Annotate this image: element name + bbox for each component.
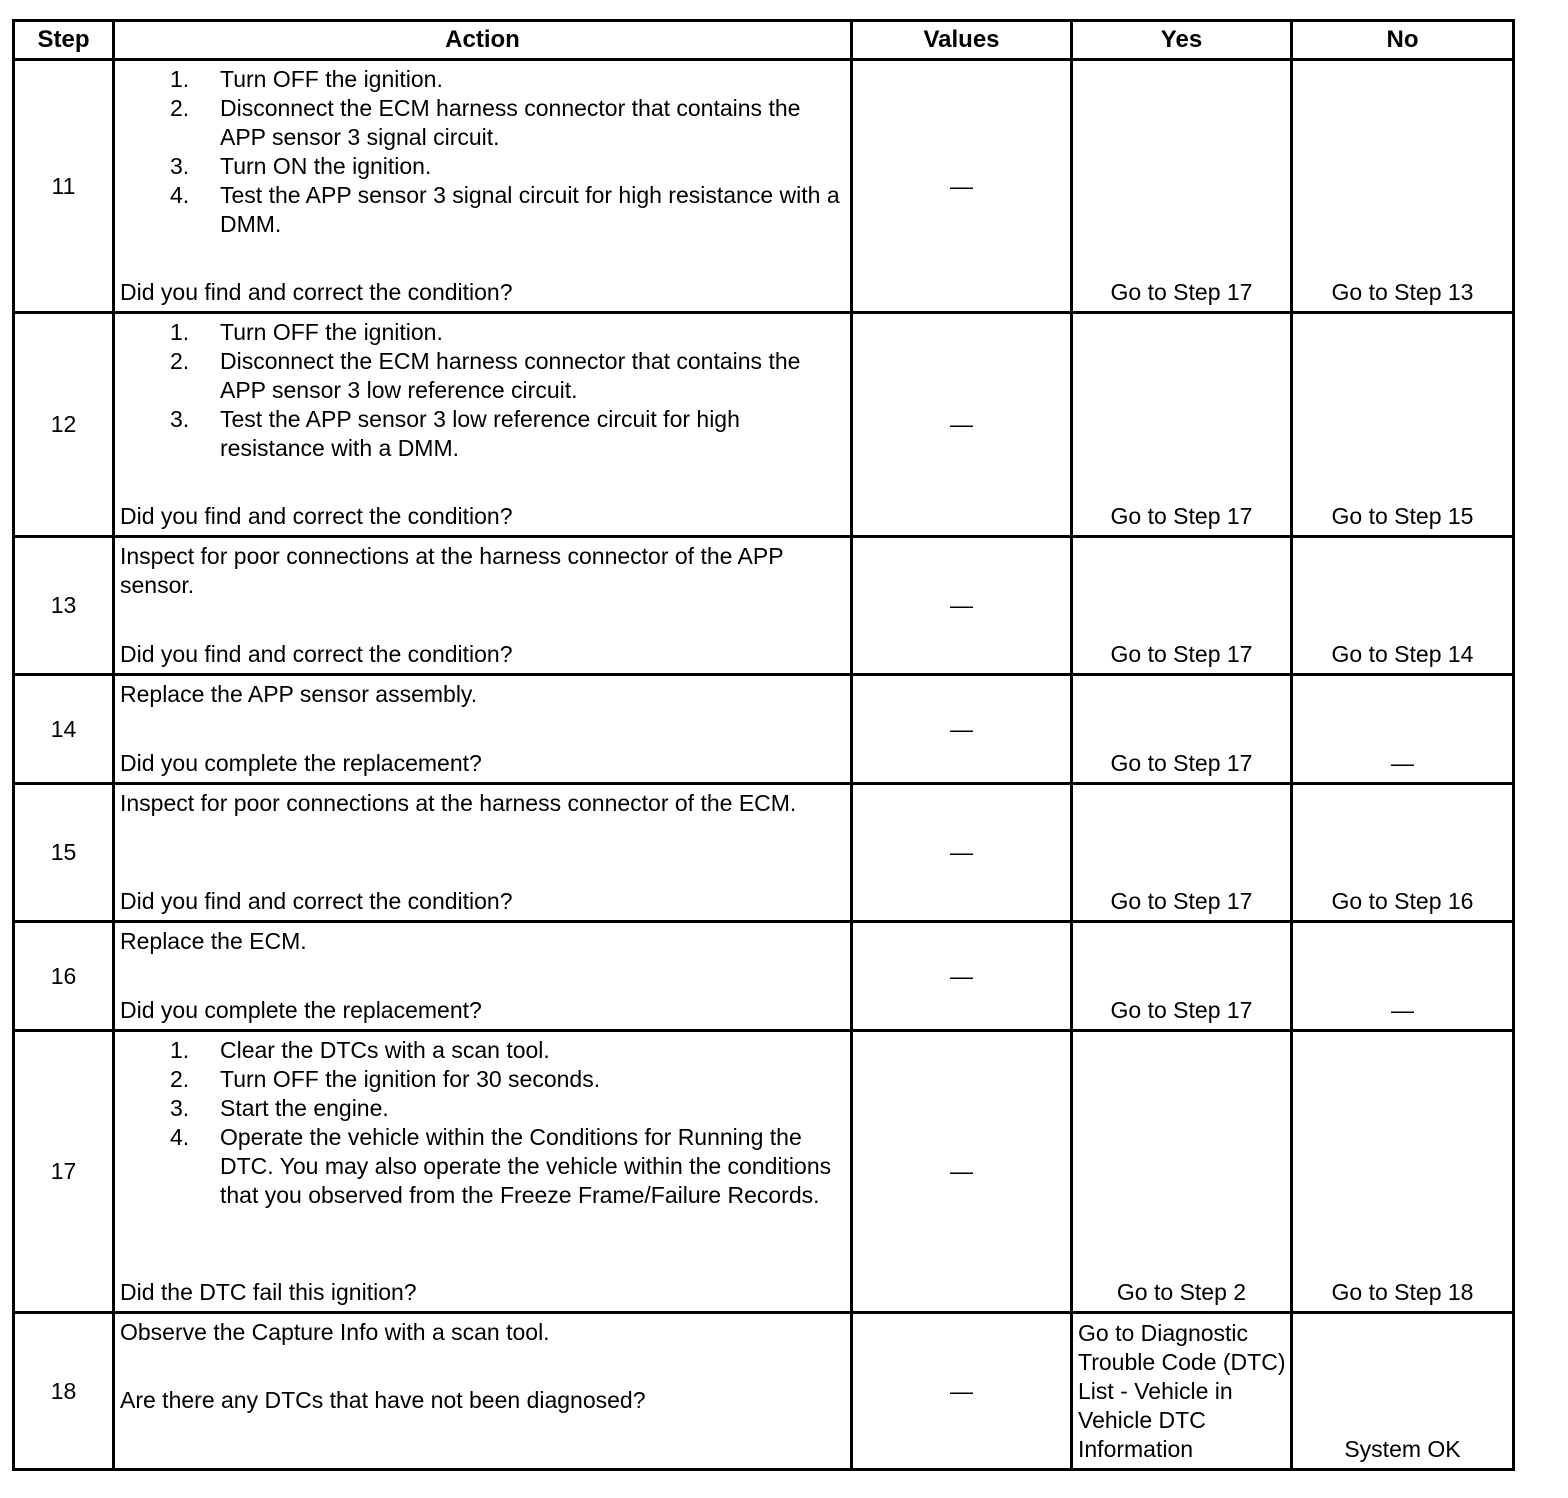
yes-cell: Go to Step 2 — [1072, 1031, 1292, 1313]
list-item: 1. Turn OFF the ignition. — [170, 66, 443, 92]
yes-cell: Go to Step 17 — [1072, 675, 1292, 784]
header-row — [14, 21, 1514, 60]
action-question: Did you complete the replacement? — [120, 997, 482, 1023]
list-item: 3. Test the APP sensor 3 low reference circuit for high resistance with a DMM. — [170, 406, 740, 461]
table-row — [14, 313, 1514, 537]
table-row — [14, 60, 1514, 313]
action-cell — [114, 313, 852, 537]
header-step: Step — [14, 21, 114, 60]
table-row — [14, 1031, 1514, 1313]
values-cell: — — [852, 1031, 1072, 1313]
yes-cell: Go to Diagnostic Trouble Code (DTC) List - Vehicle in Vehicle DTC Information — [1072, 1313, 1292, 1470]
values-cell: — — [852, 60, 1072, 313]
step-number: 18 — [14, 1313, 114, 1470]
table-row — [14, 675, 1514, 784]
step-number: 17 — [14, 1031, 114, 1313]
action-question: Did you find and correct the condition? — [120, 503, 513, 529]
table-row — [14, 1313, 1514, 1470]
no-cell: Go to Step 13 — [1292, 60, 1514, 313]
action-cell — [114, 60, 852, 313]
header-values: Values — [852, 21, 1072, 60]
step-number: 12 — [14, 313, 114, 537]
action-cell — [114, 922, 852, 1031]
no-cell: Go to Step 16 — [1292, 784, 1514, 922]
no-cell: System OK — [1292, 1313, 1514, 1470]
header-no: No — [1292, 21, 1514, 60]
list-item: 2. Disconnect the ECM harness connector that contains the APP sensor 3 signal circuit. — [170, 95, 801, 150]
action-text: Inspect for poor connections at the harness connector of the APP sensor. — [120, 543, 784, 598]
header-yes: Yes — [1072, 21, 1292, 60]
step-number: 11 — [14, 60, 114, 313]
action-steps — [120, 318, 844, 463]
list-item: 2. Turn OFF the ignition for 30 seconds. — [170, 1066, 601, 1092]
yes-cell: Go to Step 17 — [1072, 922, 1292, 1031]
step-number: 13 — [14, 537, 114, 675]
list-item: 1. Clear the DTCs with a scan tool. — [170, 1037, 550, 1063]
diagnostic-table — [12, 19, 1515, 1471]
list-item: 4. Operate the vehicle within the Conditions for Running the DTC. You may also operate the vehicle within the conditions that you observed from the Freeze Frame/Failure Records. — [170, 1124, 832, 1208]
action-cell — [114, 784, 852, 922]
yes-cell: Go to Step 17 — [1072, 784, 1292, 922]
list-item: 3. Turn ON the ignition. — [170, 153, 432, 179]
action-question: Are there any DTCs that have not been diagnosed? — [120, 1387, 646, 1413]
yes-cell: Go to Step 17 — [1072, 60, 1292, 313]
no-cell: — — [1292, 675, 1514, 784]
step-number: 15 — [14, 784, 114, 922]
values-cell: — — [852, 784, 1072, 922]
list-item: 4. Test the APP sensor 3 signal circuit for high resistance with a DMM. — [170, 182, 840, 237]
action-cell — [114, 537, 852, 675]
action-question: Did you find and correct the condition? — [120, 641, 513, 667]
values-cell: — — [852, 313, 1072, 537]
action-steps — [120, 65, 844, 239]
action-text: Replace the ECM. — [120, 928, 307, 954]
yes-cell: Go to Step 17 — [1072, 537, 1292, 675]
action-question: Did you find and correct the condition? — [120, 279, 513, 305]
table-row — [14, 537, 1514, 675]
no-cell: Go to Step 14 — [1292, 537, 1514, 675]
action-question: Did you complete the replacement? — [120, 750, 482, 776]
yes-cell: Go to Step 17 — [1072, 313, 1292, 537]
values-cell: — — [852, 1313, 1072, 1470]
no-cell: Go to Step 15 — [1292, 313, 1514, 537]
step-number: 14 — [14, 675, 114, 784]
action-question: Did you find and correct the condition? — [120, 888, 513, 914]
action-text: Inspect for poor connections at the harness connector of the ECM. — [120, 790, 797, 816]
header-action: Action — [114, 21, 852, 60]
action-text: Replace the APP sensor assembly. — [120, 681, 478, 707]
step-number: 16 — [14, 922, 114, 1031]
values-cell: — — [852, 922, 1072, 1031]
list-item: 3. Start the engine. — [170, 1095, 389, 1121]
no-cell: Go to Step 18 — [1292, 1031, 1514, 1313]
action-cell — [114, 675, 852, 784]
table-row — [14, 784, 1514, 922]
action-text: Observe the Capture Info with a scan tool. — [120, 1319, 550, 1345]
action-cell — [114, 1313, 852, 1470]
list-item: 2. Disconnect the ECM harness connector that contains the APP sensor 3 low reference circuit. — [170, 348, 801, 403]
list-item: 1. Turn OFF the ignition. — [170, 319, 443, 345]
no-cell: — — [1292, 922, 1514, 1031]
action-steps — [120, 1036, 844, 1210]
action-question: Did the DTC fail this ignition? — [120, 1279, 417, 1305]
values-cell: — — [852, 537, 1072, 675]
action-cell — [114, 1031, 852, 1313]
values-cell: — — [852, 675, 1072, 784]
table-row — [14, 922, 1514, 1031]
